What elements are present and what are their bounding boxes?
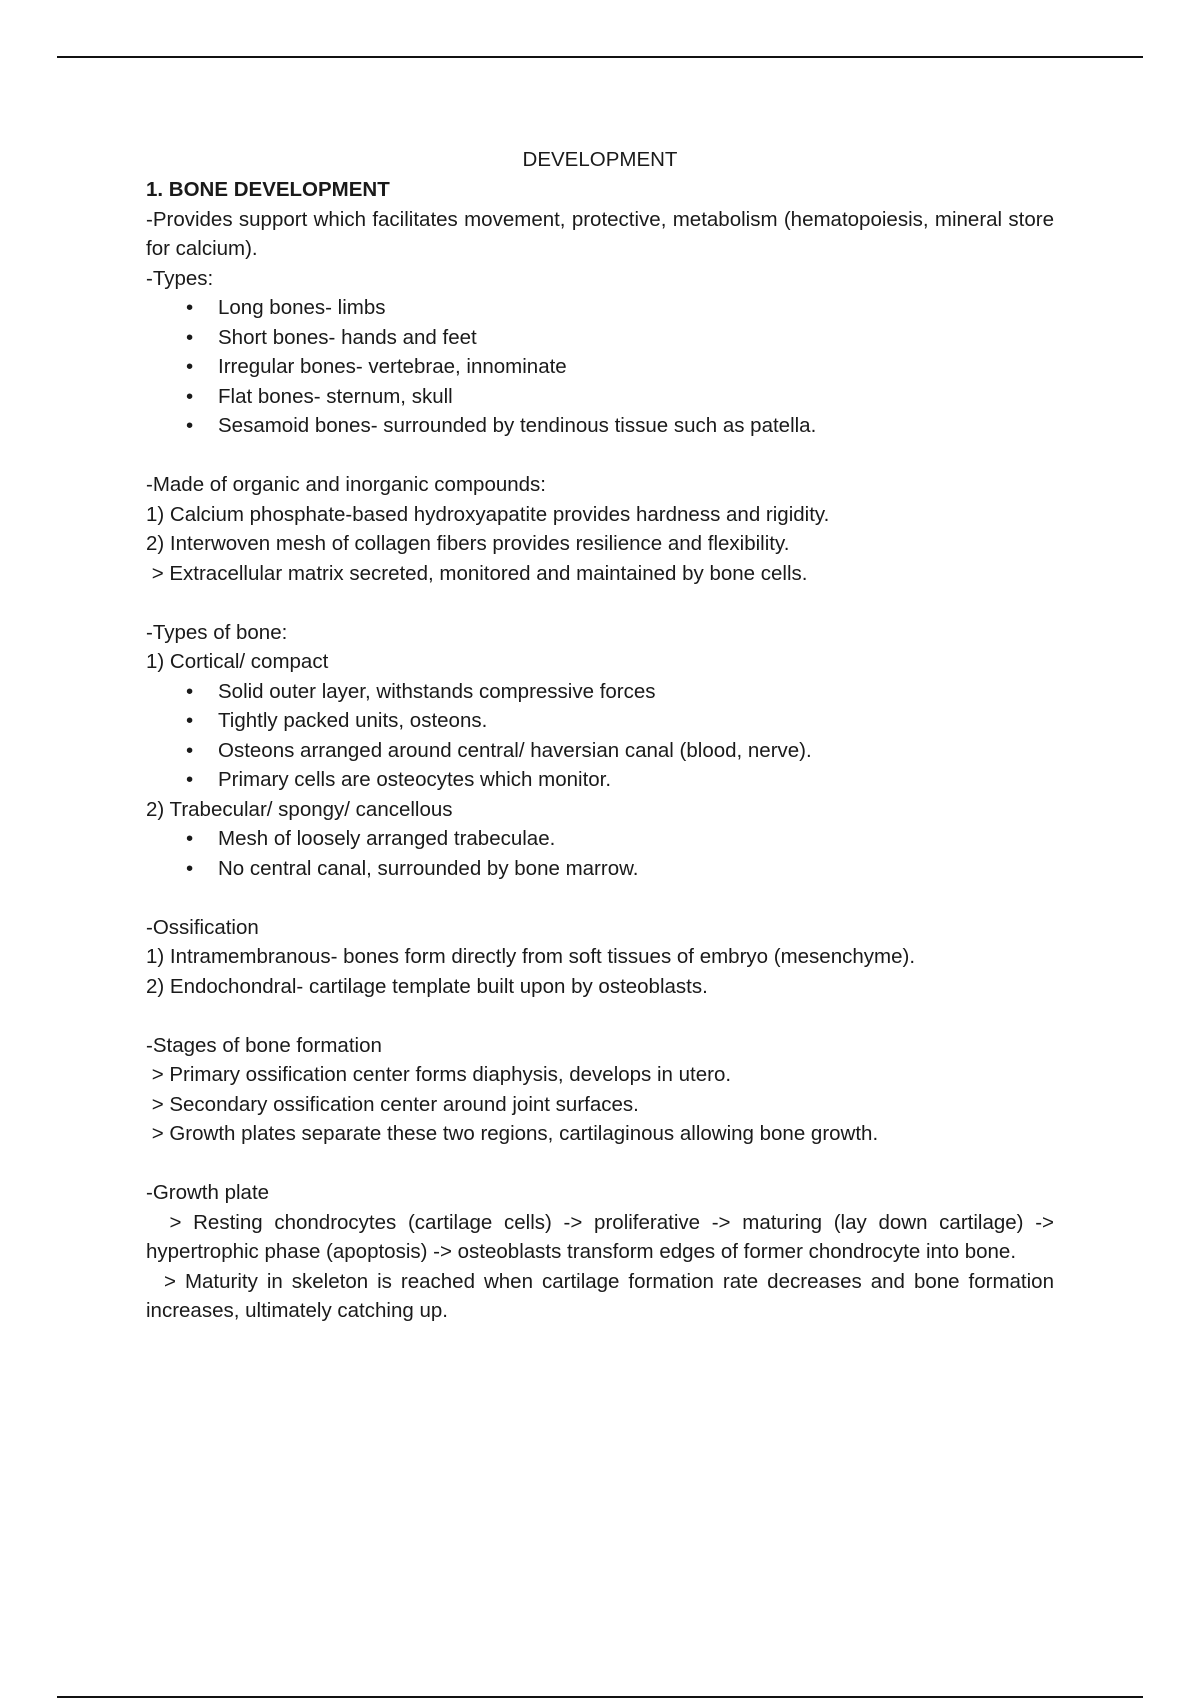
list-item: • Long bones- limbs [146,293,1054,323]
bullet-icon: • [186,679,194,703]
list-item: • Flat bones- sternum, skull [146,382,1054,412]
composition-label: -Made of organic and inorganic compounds: [146,473,546,496]
list-item: • Irregular bones- vertebrae, innominate [146,352,1054,382]
types-of-bone-label: -Types of bone: [146,620,288,644]
growth-plate-paragraph: > Maturity in skeleton is reached when cartilage formation rate decreases and bone formation increases, ultimately catching up. [146,1269,1060,1322]
list-item: • Sesamoid bones- surrounded by tendinous tissue such as patella. [146,411,1054,441]
list-item: • Mesh of loosely arranged trabeculae. [146,824,1054,854]
bullet-icon: • [186,414,194,437]
bullet-icon: • [186,709,194,732]
bullet-icon: • [186,325,194,349]
bullet-icon: • [186,856,194,880]
document-body [146,145,1060,1326]
growth-plate-paragraph: > Resting chondrocytes (cartilage cells) -> proliferative -> maturing (lay down cartilage) -> hypertrophic phase (apoptosis) -> osteoblasts transform edges of former chondrocyte into bone. [146,1210,1060,1263]
header-rule [57,56,1143,58]
types-label: -Types: [146,266,214,290]
stages-item: > Growth plates separate these two regions, cartilaginous allowing bone growth. [146,1122,879,1145]
bullet-icon: • [186,355,194,378]
trabecular-list [146,824,1054,883]
stages-item: > Primary ossification center forms diaphysis, develops in utero. [146,1063,732,1086]
document-title: DEVELOPMENT [522,148,678,171]
list-item: • Short bones- hands and feet [146,323,1054,353]
intro-paragraph: -Provides support which facilitates movement, protective, metabolism (hematopoiesis, mineral store for calcium). [146,207,1054,260]
spacer [146,588,1054,618]
ossification-item: 1) Intramembranous- bones form directly from soft tissues of embryo (mesenchyme). [146,945,916,968]
spacer [146,1001,1054,1031]
bullet-icon: • [186,384,194,408]
composition-item: 2) Interwoven mesh of collagen fibers provides resilience and flexibility. [146,532,790,555]
bone-types-list [146,293,1054,441]
spacer [146,883,1054,913]
spacer [146,441,1054,471]
list-item: • Tightly packed units, osteons. [146,706,1054,736]
bullet-icon: • [186,827,194,850]
bullet-icon: • [186,738,194,762]
trabecular-label: 2) Trabecular/ spongy/ cancellous [146,797,453,821]
stages-label: -Stages of bone formation [146,1033,382,1057]
list-item: • Osteons arranged around central/ haversian canal (blood, nerve). [146,736,1054,766]
list-item: • No central canal, surrounded by bone marrow. [146,854,1054,884]
bullet-icon: • [186,768,194,791]
bullet-icon: • [186,296,194,319]
cortical-label: 1) Cortical/ compact [146,650,329,673]
composition-item: > Extracellular matrix secreted, monitored and maintained by bone cells. [146,561,808,585]
section-heading: 1. BONE DEVELOPMENT [146,178,390,201]
list-item: • Solid outer layer, withstands compressive forces [146,677,1054,707]
cortical-list [146,677,1054,795]
ossification-label: -Ossification [146,915,259,939]
composition-item: 1) Calcium phosphate-based hydroxyapatite provides hardness and rigidity. [146,502,830,526]
spacer [146,1149,1054,1179]
footer-rule [57,1696,1143,1698]
growth-plate-label: -Growth plate [146,1181,270,1204]
list-item: • Primary cells are osteocytes which monitor. [146,765,1054,795]
ossification-item: 2) Endochondral- cartilage template built upon by osteoblasts. [146,974,708,998]
stages-item: > Secondary ossification center around joint surfaces. [146,1092,639,1116]
